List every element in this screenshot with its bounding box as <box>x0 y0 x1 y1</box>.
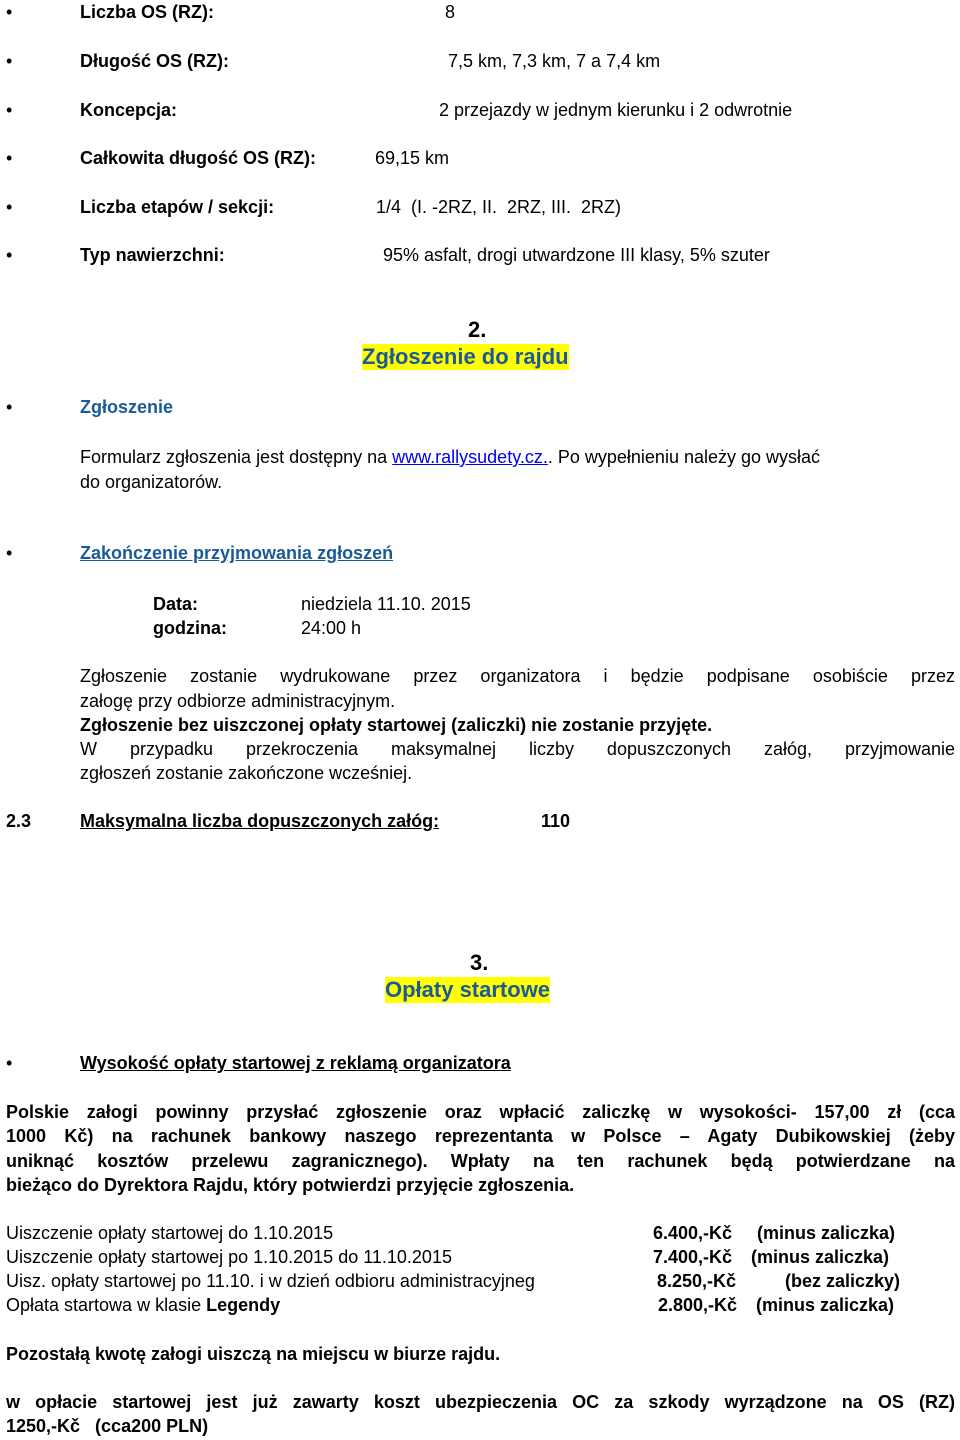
form-info-line2: do organizatorów. <box>80 472 223 492</box>
paragraph-bold: bieżąco do Dyrektora Rajdu, który potwierdzi przyjęcie zgłoszenia. <box>6 1175 575 1195</box>
spec-value: 7,5 km, 7,3 km, 7 a 7,4 km <box>448 51 661 71</box>
remaining-payment-note: Pozostałą kwotę załogi uiszczą na miejscu w biurze rajdu. <box>6 1344 501 1364</box>
paragraph-bold: 1000 Kč) na rachunek bankowy naszego reprezentanta w Polsce – Agaty Dubikowskiej (żeby <box>6 1126 955 1146</box>
max-number: 2.3 <box>6 811 32 831</box>
paragraph: W przypadku przekroczenia maksymalnej liczby dopuszczonych załóg, przyjmowanie <box>80 739 955 759</box>
fee-amount: 6.400,-Kč <box>653 1223 733 1243</box>
paragraph: zgłoszeń zostanie zakończone wcześniej. <box>80 763 413 783</box>
spec-value: 2 przejazdy w jednym kierunku i 2 odwrotnie <box>439 100 793 120</box>
bullet: • <box>6 51 13 71</box>
paragraph-bold: Polskie załogi powinny przysłać zgłoszenie oraz wpłacić zaliczkę w wysokości- 157,00 zł (cca <box>6 1102 955 1122</box>
fee-note: (minus zaliczka) <box>751 1247 890 1267</box>
spec-label: Liczba etapów / sekcji: <box>80 197 275 217</box>
fee-label: Uiszczenie opłaty startowej do 1.10.2015 <box>6 1223 334 1243</box>
form-link[interactable]: www.rallysudety.cz. <box>392 447 548 467</box>
spec-label: Liczba OS (RZ): <box>80 2 214 22</box>
form-text-after: . Po wypełnieniu należy go wysłać <box>547 447 821 467</box>
date-label: Data: <box>153 594 199 614</box>
paragraph-bold: uniknąć kosztów przelewu zagranicznego). Wpłaty na ten rachunek będą potwierdzane na <box>6 1151 955 1171</box>
bullet: • <box>6 397 13 417</box>
paragraph: załogę przy odbiorze administracyjnym. <box>80 691 396 711</box>
spec-label: Długość OS (RZ): <box>80 51 229 71</box>
insurance-note: w opłacie startowej jest już zawarty koszt ubezpieczenia OC za szkody wyrządzone na OS (RZ) <box>6 1392 955 1412</box>
max-label: Maksymalna liczba dopuszczonych załóg: <box>80 811 440 831</box>
bullet: • <box>6 245 13 265</box>
fee-label-prefix: Opłata startowa w klasie <box>6 1295 207 1315</box>
time-label: godzina: <box>153 618 227 638</box>
section-number: 2. <box>468 317 487 342</box>
fee-label-class: Legendy <box>206 1295 281 1315</box>
fee-label: Uisz. opłaty startowej po 11.10. i w dzień odbioru administracyjneg <box>6 1271 535 1291</box>
spec-value: 1/4 (I. -2RZ, II. 2RZ, III. 2RZ) <box>376 197 622 217</box>
spec-value: 69,15 km <box>375 148 450 168</box>
paragraph-bold: Zgłoszenie bez uiszczonej opłaty startowej (zaliczki) nie zostanie przyjęte. <box>80 715 713 735</box>
bullet: • <box>6 148 13 168</box>
paragraph: Zgłoszenie zostanie wydrukowane przez organizatora i będzie podpisane osobiście przez <box>80 666 955 686</box>
bullet: • <box>6 100 13 120</box>
section-title: Opłaty startowe <box>385 977 551 1002</box>
spec-label: Koncepcja: <box>80 100 178 120</box>
time-value: 24:00 h <box>301 618 362 638</box>
form-text: Formularz zgłoszenia jest dostępny na <box>80 447 393 467</box>
spec-label: Typ nawierzchni: <box>80 245 225 265</box>
bullet: • <box>6 543 13 563</box>
max-value: 110 <box>541 811 571 831</box>
fee-amount: 8.250,-Kč <box>657 1271 737 1291</box>
fee-note: (minus zaliczka) <box>757 1223 896 1243</box>
spec-value: 95% asfalt, drogi utwardzone III klasy, 5% szuter <box>383 245 770 265</box>
date-value: niedziela 11.10. 2015 <box>301 594 471 614</box>
bullet: • <box>6 1053 13 1073</box>
fee-label: Uiszczenie opłaty startowej po 1.10.2015 do 11.10.2015 <box>6 1247 452 1267</box>
spec-label: Całkowita długość OS (RZ): <box>80 148 317 168</box>
fee-amount: 7.400,-Kč <box>653 1247 733 1267</box>
section-bullet-label: Zgłoszenie <box>80 397 174 417</box>
fee-note: (bez zaliczky) <box>785 1271 901 1291</box>
form-info-line <box>80 447 820 468</box>
section-title: Zgłoszenie do rajdu <box>362 344 569 369</box>
bullet: • <box>6 2 13 22</box>
spec-value: 8 <box>445 2 456 22</box>
fee-note: (minus zaliczka) <box>756 1295 895 1315</box>
closing-heading: Zakończenie przyjmowania zgłoszeń <box>80 543 394 563</box>
fee-amount: 2.800,-Kč <box>658 1295 738 1315</box>
fee-label <box>6 1295 280 1316</box>
insurance-note-line2: 1250,-Kč (cca200 PLN) <box>6 1416 209 1436</box>
section-number: 3. <box>470 950 489 975</box>
fees-heading: Wysokość opłaty startowej z reklamą organizatora <box>80 1053 511 1073</box>
bullet: • <box>6 197 13 217</box>
